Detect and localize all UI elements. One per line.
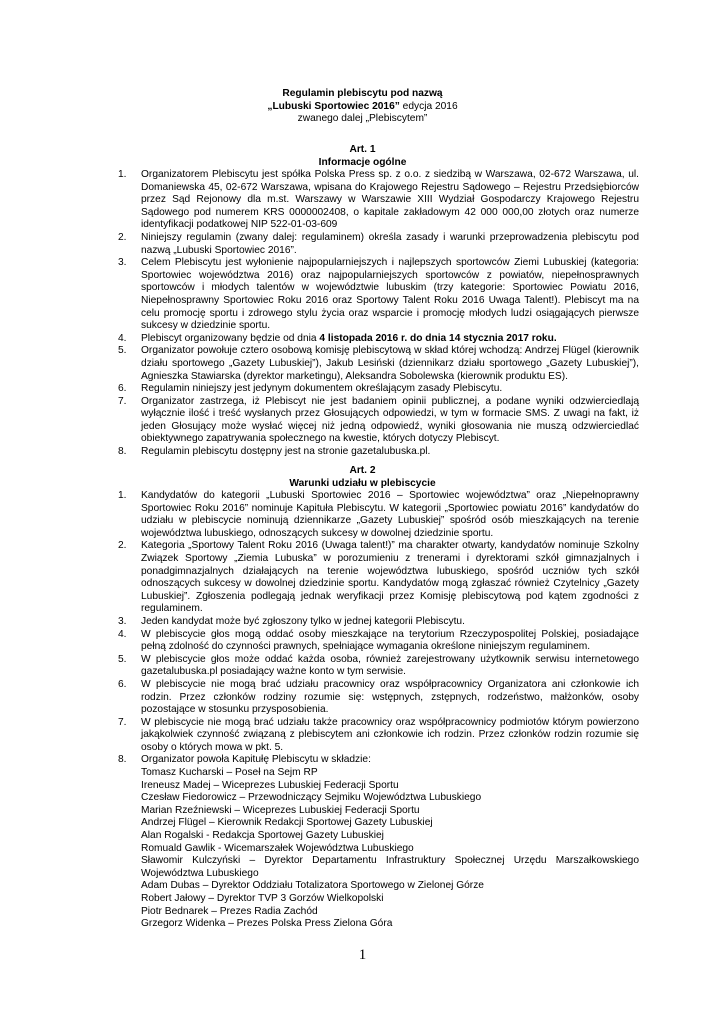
item-number: 3. (118, 615, 127, 627)
committee-member: Adam Dubas – Dyrektor Oddziału Totalizatora Sportowego w Zielonej Górze (141, 880, 484, 892)
item-text: Plebiscyt organizowany będzie od dnia (141, 332, 320, 344)
art2-heading (0, 465, 725, 490)
item-number: 5. (118, 345, 127, 357)
list-item (118, 232, 639, 257)
item-text: W plebiscycie głos mogą oddać osoby mieszkające na terytorium Rzeczypospolitej Polskiej, posiadające pełną zdolność do czynności prawnych, spełniające wymagania określone niniejszym regulaminem. (141, 628, 639, 653)
art1-list (118, 169, 639, 459)
committee-member: Sławomir Kulczyński – Dyrektor Departamentu Infrastruktury Społecznej Urzędu Marszałkowskiego Województwa Lubuskiego (141, 855, 639, 879)
committee-member: Romuald Gawlik - Wicemarszałek Województwa Lubuskiego (141, 842, 414, 854)
item-number: 7. (118, 716, 127, 728)
item-text: Organizator powołuje cztero osobową komisję plebiscytową w skład której wchodzą: Andrzej Flügel (kierownik działu sportowego „Gazety Lubuskiej”), Jakub Lesiński (dziennikarz działu sportowego „Gazety Lubuskiej”), Agnieszka Stawiarska (dyrektor marketingu), Aleksandra Sobolewska (kierownik produktu ES). (141, 345, 639, 382)
item-number: 5. (118, 653, 127, 665)
art2-list (118, 490, 639, 931)
item-number: 4. (118, 332, 127, 344)
list-item (118, 717, 639, 755)
item-text: Celem Plebiscytu jest wyłonienie najpopularniejszych i najlepszych sportowców Ziemi Lubuskiej (kategoria: Sportowiec województwa 2016) oraz najpopularniejszych sportowców z powiatów, niepełnosprawnych sportowców i młodych talentów w województwie lubuskim (trzy kategorie: Sportowiec Powiatu 2016, Niepełnosprawny Sportowiec Roku 2016 oraz Sportowy Talent Roku 2016 Uwaga Talent!). Plebiscyt ma na celu promocję sportu i zdrowego stylu życia oraz wsparcie i promocję młodych ludzi osiągających pierwsze sukcesy w dziedzinie sportu. (141, 257, 639, 332)
title-line-2 (0, 101, 725, 114)
list-item (118, 754, 639, 930)
list-item (118, 396, 639, 446)
list-item (118, 616, 639, 629)
page-number: 1 (358, 947, 367, 963)
date-range: 4 listopada 2016 r. do dnia 14 stycznia 2017 roku. (319, 332, 557, 344)
item-text: W plebiscycie nie mogą brać udziału także pracownicy oraz współpracownicy podmiotów którym powierzono jakąkolwiek czynność związaną z plebiscytem ani członkowie ich rodzin. Przez członków rodzin rozumie się osoby o których mowa w pkt. 5. (141, 716, 639, 753)
list-item (118, 629, 639, 654)
item-text: Regulamin niniejszy jest jedynym dokumentem określającym zasady Plebiscytu. (141, 383, 503, 395)
art1-title: Informacje ogólne (318, 156, 407, 168)
title-plebiscite-name: „Lubuski Sportowiec 2016” (267, 100, 400, 112)
item-number: 1. (118, 490, 127, 501)
committee-member: Alan Rogalski - Redakcja Sportowej Gazety Lubuskiej (141, 830, 384, 842)
art1-heading (0, 144, 725, 169)
committee-member: Grzegorz Widenka – Prezes Polska Press Zielona Góra (141, 918, 393, 930)
list-item (118, 169, 639, 232)
item-number: 4. (118, 628, 127, 640)
list-item (118, 345, 639, 383)
item-number: 7. (118, 395, 127, 407)
item-text: Organizatorem Plebiscytu jest spółka Polska Press sp. z o.o. z siedzibą w Warszawa, 02-672 Warszawa, ul. Domaniewska 45, 02-672 Warszawa, wpisana do Krajowego Rejestru Sądowego – Rejestru Przedsiębiorców przez Sąd Rejonowy dla m.st. Warszawy w Warszawie XIII Wydział Gospodarczy Krajowego Rejestru Sądowego pod numerem KRS 0000002408, o kapitale zakładowym 42 000 000,00 złotych oraz numerze identyfikacji podatkowej NIP 522-01-03-609 (141, 169, 639, 231)
title-edition: edycja 2016 (399, 100, 458, 112)
item-number: 2. (118, 540, 127, 552)
committee-member: Robert Jałowy – Dyrektor TVP 3 Gorzów Wielkopolski (141, 893, 384, 904)
art2-number: Art. 2 (349, 465, 376, 476)
item-number: 8. (118, 754, 127, 766)
art2-title: Warunki udziału w plebiscycie (289, 477, 436, 489)
item-number: 6. (118, 678, 127, 690)
list-item (118, 257, 639, 333)
item-text: Organizator zastrzega, iż Plebiscyt nie jest badaniem opinii publicznej, a podane wyniki odzwierciedlają wyłącznie ilość i treść wysłanych przez Głosujących odpowiedzi, w tym w formacie SMS. Z uwagi na fakt, iż jeden Głosujący może wysłać więcej niż jedną odpowiedź, wyniki głosowania nie muszą odzwierciedlać obiektywnego zapatrywania społecznego na kwestie, których dotyczy Plebiscyt. (141, 395, 639, 445)
committee-member: Tomasz Kucharski – Poseł na Sejm RP (141, 767, 318, 779)
committee-member: Ireneusz Madej – Wiceprezes Lubuskiej Federacji Sportu (141, 779, 399, 791)
committee-member: Czesław Fiedorowicz – Przewodniczący Sejmiku Województwa Lubuskiego (141, 792, 482, 804)
item-text: Organizator powoła Kapitułę Plebiscytu w składzie: (141, 754, 371, 766)
item-text: W plebiscycie nie mogą brać udziału pracownicy oraz współpracownicy Organizatora ani członkowie ich rodzin. Przez członków rodziny rozumie się: wstępnych, zstępnych, rodzeństwo, małżonków, osoby pozostające w stosunku przysposobienia. (141, 678, 639, 716)
list-item (118, 679, 639, 717)
list-item (118, 333, 639, 346)
item-text: Regulamin plebiscytu dostępny jest na stronie gazetalubuska.pl. (141, 446, 431, 458)
list-item (118, 383, 639, 396)
title-line-1: Regulamin plebiscytu pod nazwą (282, 88, 443, 99)
list-item (118, 540, 639, 616)
item-number: 3. (118, 257, 127, 269)
item-number: 6. (118, 383, 127, 395)
art1-number: Art. 1 (349, 144, 376, 155)
item-text: W plebiscycie głos może oddać każda osoba, również zarejestrowany użytkownik serwisu internetowego gazetalubuska.pl posiadający ważne konto w tym serwisie. (141, 653, 639, 678)
list-item (118, 654, 639, 679)
item-text: Jeden kandydat może być zgłoszony tylko w jednej kategorii Plebiscytu. (141, 615, 465, 627)
committee-member: Piotr Bednarek – Prezes Radia Zachód (141, 905, 318, 917)
item-text: Kandydatów do kategorii „Lubuski Sportowiec 2016 – Sportowiec województwa” oraz „Niepełnoprawny Sportowiec Roku 2016” nominuje Kapituła Plebiscytu. W kategorii „Sportowiec powiatu 2016” kandydatów do udziału w plebiscycie nominują dziennikarze „Gazety Lubuskiej” spośród osób mieszkających na terenie województwa lubuskiego, odnoszących sukcesy w dowolnej dziedzinie sportu. (141, 490, 639, 539)
committee-member: Andrzej Flügel – Kierownik Redakcji Sportowej Gazety Lubuskiej (141, 817, 433, 829)
item-number: 8. (118, 446, 127, 458)
item-text: Niniejszy regulamin (zwany dalej: regulaminem) określa zasady i warunki przeprowadzenia plebiscytu pod nazwą „Lubuski Sportowiec 2016”. (141, 231, 639, 256)
document-title (0, 88, 725, 126)
list-item (118, 446, 639, 459)
title-line-3: zwanego dalej „Plebiscytem” (297, 113, 428, 125)
item-number: 2. (118, 231, 127, 243)
item-text: Kategoria „Sportowy Talent Roku 2016 (Uwaga talent!)” ma charakter otwarty, kandydatów nominuje Szkolny Związek Sportowy „Ziemia Lubuska” w porozumieniu z trenerami i dyrektorami szkół gimnazjalnych i ponadgimnazjalnych działających na terenie województwa lubuskiego, spośród uczniów tych szkół odnoszących sukcesy w dowolnej dziedzinie sportu. Kandydatów mogą zgłaszać również Czytelnicy „Gazety Lubuskiej”. Zgłoszenia podlegają jednak weryfikacji przez Komisję plebiscytową pod kątem zgodności z regulaminem. (141, 540, 639, 615)
committee-member: Marian Rzeźniewski – Wiceprezes Lubuskiej Federacji Sportu (141, 804, 420, 816)
item-number: 1. (118, 169, 127, 180)
list-item (118, 490, 639, 540)
